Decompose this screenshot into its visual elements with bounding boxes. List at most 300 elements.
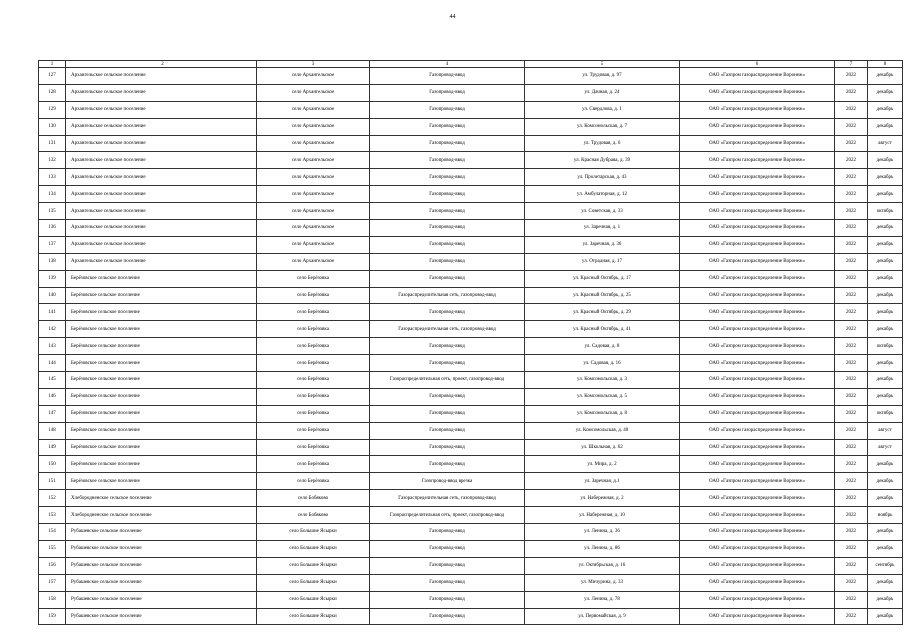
- locality-cell: село Берёзовка: [257, 422, 370, 439]
- table-row: [39, 135, 903, 152]
- object-cell: Газопровод-ввод: [370, 270, 525, 287]
- organization-cell: ОАО «Газпром газораспределение Воронеж»: [680, 338, 835, 355]
- year-cell: 2022: [835, 101, 868, 118]
- row-number-cell: 132: [39, 152, 66, 169]
- table-row: [39, 355, 903, 372]
- table-row: [39, 169, 903, 186]
- address-cell: ул. Ленина, д. 36: [525, 524, 680, 541]
- organization-cell: ОАО «Газпром газораспределение Воронеж»: [680, 321, 835, 338]
- address-cell: ул. Красный Октябрь, д. 25: [525, 287, 680, 304]
- settlement-cell: Архангельское сельское поселение: [66, 169, 257, 186]
- organization-cell: ОАО «Газпром газораспределение Воронеж»: [680, 372, 835, 389]
- address-cell: ул. Советская, д. 33: [525, 203, 680, 220]
- locality-cell: село Большие Ясырки: [257, 540, 370, 557]
- year-cell: 2022: [835, 253, 868, 270]
- row-number-cell: 146: [39, 388, 66, 405]
- month-cell: октябрь: [868, 338, 903, 355]
- object-cell: Газопровод-ввод: [370, 304, 525, 321]
- month-cell: август: [868, 135, 903, 152]
- object-cell: Газопровод-ввод: [370, 557, 525, 574]
- object-cell: Газораспределительная сеть, газопровод-ввод: [370, 321, 525, 338]
- table-row: [39, 118, 903, 135]
- month-cell: декабрь: [868, 84, 903, 101]
- organization-cell: ОАО «Газпром газораспределение Воронеж»: [680, 304, 835, 321]
- settlement-cell: Берёзовское сельское поселение: [66, 372, 257, 389]
- settlement-cell: Архангельское сельское поселение: [66, 220, 257, 237]
- object-cell: Газопровод-ввод: [370, 68, 525, 85]
- row-number-cell: 158: [39, 591, 66, 608]
- settlement-cell: Архангельское сельское поселение: [66, 186, 257, 203]
- object-cell: Газопровод-ввод: [370, 524, 525, 541]
- column-header: 6: [680, 61, 835, 68]
- row-number-cell: 155: [39, 540, 66, 557]
- organization-cell: ОАО «Газпром газораспределение Воронеж»: [680, 473, 835, 490]
- address-cell: ул. Комсомольская, д. 40: [525, 422, 680, 439]
- year-cell: 2022: [835, 490, 868, 507]
- month-cell: декабрь: [868, 456, 903, 473]
- locality-cell: село Архангельское: [257, 186, 370, 203]
- column-header: 3: [257, 61, 370, 68]
- month-cell: декабрь: [868, 169, 903, 186]
- table-header-row: [39, 61, 903, 68]
- address-cell: ул. Дачная, д. 24: [525, 84, 680, 101]
- month-cell: декабрь: [868, 118, 903, 135]
- address-cell: ул. Ленина, д. 78: [525, 591, 680, 608]
- locality-cell: село Архангельское: [257, 236, 370, 253]
- object-cell: Газопровод-ввод: [370, 152, 525, 169]
- address-cell: ул. Школьная, д. 62: [525, 439, 680, 456]
- year-cell: 2022: [835, 321, 868, 338]
- table-row: [39, 439, 903, 456]
- locality-cell: село Берёзовка: [257, 388, 370, 405]
- locality-cell: село Архангельское: [257, 101, 370, 118]
- row-number-cell: 140: [39, 287, 66, 304]
- settlement-cell: Рубашевское сельское поселение: [66, 557, 257, 574]
- month-cell: декабрь: [868, 608, 903, 625]
- row-number-cell: 142: [39, 321, 66, 338]
- locality-cell: село Архангельское: [257, 220, 370, 237]
- month-cell: август: [868, 422, 903, 439]
- year-cell: 2022: [835, 405, 868, 422]
- row-number-cell: 130: [39, 118, 66, 135]
- settlement-cell: Берёзовское сельское поселение: [66, 439, 257, 456]
- locality-cell: село Берёзовка: [257, 321, 370, 338]
- table-row: [39, 557, 903, 574]
- organization-cell: ОАО «Газпром газораспределение Воронеж»: [680, 152, 835, 169]
- organization-cell: ОАО «Газпром газораспределение Воронеж»: [680, 253, 835, 270]
- row-number-cell: 148: [39, 422, 66, 439]
- organization-cell: ОАО «Газпром газораспределение Воронеж»: [680, 101, 835, 118]
- settlement-cell: Рубашевское сельское поселение: [66, 524, 257, 541]
- locality-cell: село Архангельское: [257, 68, 370, 85]
- object-cell: Газопровод-ввод: [370, 186, 525, 203]
- address-cell: ул. Первомайская, д. 9: [525, 608, 680, 625]
- table-row: [39, 422, 903, 439]
- year-cell: 2022: [835, 608, 868, 625]
- year-cell: 2022: [835, 68, 868, 85]
- table-row: [39, 507, 903, 524]
- object-cell: Газопровод-ввод: [370, 574, 525, 591]
- year-cell: 2022: [835, 591, 868, 608]
- year-cell: 2022: [835, 236, 868, 253]
- address-cell: ул. Красный Октябрь, д. 29: [525, 304, 680, 321]
- organization-cell: ОАО «Газпром газораспределение Воронеж»: [680, 608, 835, 625]
- locality-cell: село Берёзовка: [257, 439, 370, 456]
- year-cell: 2022: [835, 507, 868, 524]
- month-cell: декабрь: [868, 388, 903, 405]
- address-cell: ул. Трудовая, д. 6: [525, 135, 680, 152]
- year-cell: 2022: [835, 169, 868, 186]
- address-cell: ул. Комсомольская, д. 7: [525, 118, 680, 135]
- month-cell: декабрь: [868, 152, 903, 169]
- locality-cell: село Большие Ясырки: [257, 574, 370, 591]
- settlement-cell: Берёзовское сельское поселение: [66, 388, 257, 405]
- month-cell: декабрь: [868, 473, 903, 490]
- organization-cell: ОАО «Газпром газораспределение Воронеж»: [680, 135, 835, 152]
- row-number-cell: 144: [39, 355, 66, 372]
- address-cell: ул. Трудовая, д. 97: [525, 68, 680, 85]
- month-cell: декабрь: [868, 253, 903, 270]
- locality-cell: село Берёзовка: [257, 473, 370, 490]
- table-row: [39, 524, 903, 541]
- month-cell: ноябрь: [868, 507, 903, 524]
- settlement-cell: Рубашевское сельское поселение: [66, 540, 257, 557]
- table-row: [39, 236, 903, 253]
- organization-cell: ОАО «Газпром газораспределение Воронеж»: [680, 574, 835, 591]
- address-cell: ул. Садовая, д. 8: [525, 338, 680, 355]
- row-number-cell: 157: [39, 574, 66, 591]
- object-cell: Газопровод-ввод: [370, 135, 525, 152]
- locality-cell: село Архангельское: [257, 203, 370, 220]
- row-number-cell: 156: [39, 557, 66, 574]
- address-cell: ул. Комсомольская, д. 5: [525, 388, 680, 405]
- address-cell: ул. Пролетарская, д. 43: [525, 169, 680, 186]
- organization-cell: ОАО «Газпром газораспределение Воронеж»: [680, 169, 835, 186]
- locality-cell: село Архангельское: [257, 152, 370, 169]
- table-row: [39, 101, 903, 118]
- locality-cell: село Берёзовка: [257, 304, 370, 321]
- table-row: [39, 253, 903, 270]
- locality-cell: село Берёзовка: [257, 372, 370, 389]
- month-cell: декабрь: [868, 68, 903, 85]
- month-cell: декабрь: [868, 490, 903, 507]
- row-number-cell: 150: [39, 456, 66, 473]
- object-cell: Газопровод-ввод: [370, 591, 525, 608]
- year-cell: 2022: [835, 186, 868, 203]
- organization-cell: ОАО «Газпром газораспределение Воронеж»: [680, 490, 835, 507]
- settlement-cell: Берёзовское сельское поселение: [66, 304, 257, 321]
- table-row: [39, 388, 903, 405]
- locality-cell: село Берёзовка: [257, 287, 370, 304]
- object-cell: Газопровод-ввод: [370, 236, 525, 253]
- locality-cell: село Берёзовка: [257, 270, 370, 287]
- month-cell: октябрь: [868, 405, 903, 422]
- month-cell: октябрь: [868, 203, 903, 220]
- month-cell: декабрь: [868, 321, 903, 338]
- month-cell: декабрь: [868, 540, 903, 557]
- table-row: [39, 338, 903, 355]
- month-cell: декабрь: [868, 101, 903, 118]
- settlement-cell: Архангельское сельское поселение: [66, 84, 257, 101]
- table-row: [39, 608, 903, 625]
- locality-cell: село Берёзовка: [257, 338, 370, 355]
- organization-cell: ОАО «Газпром газораспределение Воронеж»: [680, 236, 835, 253]
- organization-cell: ОАО «Газпром газораспределение Воронеж»: [680, 388, 835, 405]
- year-cell: 2022: [835, 439, 868, 456]
- address-cell: ул. Заречная, д. 1: [525, 220, 680, 237]
- locality-cell: село Архангельское: [257, 135, 370, 152]
- row-number-cell: 127: [39, 68, 66, 85]
- settlement-cell: Берёзовское сельское поселение: [66, 338, 257, 355]
- address-cell: ул. Свердлова, д. 1: [525, 101, 680, 118]
- month-cell: август: [868, 439, 903, 456]
- month-cell: декабрь: [868, 372, 903, 389]
- object-cell: Газопровод-ввод: [370, 608, 525, 625]
- month-cell: декабрь: [868, 591, 903, 608]
- settlement-cell: Берёзовское сельское поселение: [66, 270, 257, 287]
- settlement-cell: Архангельское сельское поселение: [66, 68, 257, 85]
- year-cell: 2022: [835, 473, 868, 490]
- locality-cell: село Берёзовка: [257, 405, 370, 422]
- locality-cell: село Большие Ясырки: [257, 591, 370, 608]
- settlement-cell: Хлебородненское сельское поселение: [66, 490, 257, 507]
- organization-cell: ОАО «Газпром газораспределение Воронеж»: [680, 355, 835, 372]
- organization-cell: ОАО «Газпром газораспределение Воронеж»: [680, 422, 835, 439]
- year-cell: 2022: [835, 135, 868, 152]
- year-cell: 2022: [835, 338, 868, 355]
- object-cell: Газопровод-ввод: [370, 422, 525, 439]
- row-number-cell: 129: [39, 101, 66, 118]
- organization-cell: ОАО «Газпром газораспределение Воронеж»: [680, 68, 835, 85]
- year-cell: 2022: [835, 557, 868, 574]
- locality-cell: село Бобяково: [257, 490, 370, 507]
- settlement-cell: Архангельское сельское поселение: [66, 135, 257, 152]
- locality-cell: село Большие Ясырки: [257, 557, 370, 574]
- page-number: 44: [449, 14, 456, 20]
- row-number-cell: 128: [39, 84, 66, 101]
- year-cell: 2022: [835, 118, 868, 135]
- settlement-cell: Берёзовское сельское поселение: [66, 422, 257, 439]
- year-cell: 2022: [835, 203, 868, 220]
- object-cell: Газораспределительная сеть, проект, газопровод-ввод: [370, 372, 525, 389]
- settlement-cell: Рубашевское сельское поселение: [66, 591, 257, 608]
- organization-cell: ОАО «Газпром газораспределение Воронеж»: [680, 270, 835, 287]
- settlement-cell: Архангельское сельское поселение: [66, 152, 257, 169]
- row-number-cell: 149: [39, 439, 66, 456]
- row-number-cell: 137: [39, 236, 66, 253]
- object-cell: Газораспределительная сеть, проект, газопровод-ввод: [370, 507, 525, 524]
- address-cell: ул. Комсомольская, д. 8: [525, 405, 680, 422]
- object-cell: Газопровод-ввод: [370, 203, 525, 220]
- year-cell: 2022: [835, 388, 868, 405]
- row-number-cell: 159: [39, 608, 66, 625]
- settlement-cell: Берёзовское сельское поселение: [66, 321, 257, 338]
- organization-cell: ОАО «Газпром газораспределение Воронеж»: [680, 557, 835, 574]
- locality-cell: село Архангельское: [257, 253, 370, 270]
- row-number-cell: 152: [39, 490, 66, 507]
- month-cell: декабрь: [868, 574, 903, 591]
- table-row: [39, 304, 903, 321]
- gasification-table: [38, 60, 903, 625]
- row-number-cell: 134: [39, 186, 66, 203]
- year-cell: 2022: [835, 540, 868, 557]
- object-cell: Газопровод-ввод: [370, 253, 525, 270]
- settlement-cell: Берёзовское сельское поселение: [66, 405, 257, 422]
- object-cell: Газопровод-ввод: [370, 439, 525, 456]
- month-cell: декабрь: [868, 287, 903, 304]
- month-cell: декабрь: [868, 304, 903, 321]
- organization-cell: ОАО «Газпром газораспределение Воронеж»: [680, 456, 835, 473]
- row-number-cell: 135: [39, 203, 66, 220]
- month-cell: декабрь: [868, 524, 903, 541]
- object-cell: Газораспределительная сеть, газопровод-ввод: [370, 490, 525, 507]
- table-row: [39, 372, 903, 389]
- column-header: 8: [868, 61, 903, 68]
- organization-cell: ОАО «Газпром газораспределение Воронеж»: [680, 84, 835, 101]
- settlement-cell: Архангельское сельское поселение: [66, 253, 257, 270]
- object-cell: Газопровод-ввод: [370, 169, 525, 186]
- organization-cell: ОАО «Газпром газораспределение Воронеж»: [680, 186, 835, 203]
- address-cell: ул. Набережная, д. 2: [525, 490, 680, 507]
- object-cell: Газопровод-ввод: [370, 405, 525, 422]
- object-cell: Газопровод-ввод: [370, 540, 525, 557]
- organization-cell: ОАО «Газпром газораспределение Воронеж»: [680, 118, 835, 135]
- address-cell: ул. Отрадная, д. 17: [525, 253, 680, 270]
- table-row: [39, 540, 903, 557]
- year-cell: 2022: [835, 84, 868, 101]
- settlement-cell: Рубашевское сельское поселение: [66, 574, 257, 591]
- row-number-cell: 136: [39, 220, 66, 237]
- year-cell: 2022: [835, 287, 868, 304]
- object-cell: Газопровод-ввод: [370, 118, 525, 135]
- table-row: [39, 473, 903, 490]
- address-cell: ул. Заречная, д.1: [525, 473, 680, 490]
- row-number-cell: 139: [39, 270, 66, 287]
- locality-cell: село Архангельское: [257, 169, 370, 186]
- address-cell: ул. Красная Дубрава, д. 39: [525, 152, 680, 169]
- locality-cell: село Большие Ясырки: [257, 524, 370, 541]
- row-number-cell: 147: [39, 405, 66, 422]
- row-number-cell: 138: [39, 253, 66, 270]
- year-cell: 2022: [835, 456, 868, 473]
- row-number-cell: 143: [39, 338, 66, 355]
- year-cell: 2022: [835, 270, 868, 287]
- table-row: [39, 591, 903, 608]
- locality-cell: село Большие Ясырки: [257, 608, 370, 625]
- object-cell: Газопровод-ввод: [370, 101, 525, 118]
- settlement-cell: Берёзовское сельское поселение: [66, 355, 257, 372]
- month-cell: декабрь: [868, 355, 903, 372]
- table-row: [39, 220, 903, 237]
- year-cell: 2022: [835, 152, 868, 169]
- year-cell: 2022: [835, 422, 868, 439]
- table-row: [39, 152, 903, 169]
- locality-cell: село Берёзовка: [257, 456, 370, 473]
- address-cell: ул. Мичурина, д. 33: [525, 574, 680, 591]
- address-cell: ул. Ленина, д. 86: [525, 540, 680, 557]
- column-header: 7: [835, 61, 868, 68]
- row-number-cell: 145: [39, 372, 66, 389]
- address-cell: ул. Красный Октябрь, д. 17: [525, 270, 680, 287]
- settlement-cell: Архангельское сельское поселение: [66, 101, 257, 118]
- year-cell: 2022: [835, 304, 868, 321]
- organization-cell: ОАО «Газпром газораспределение Воронеж»: [680, 524, 835, 541]
- address-cell: ул. Амбулаторная, д. 12: [525, 186, 680, 203]
- locality-cell: село Архангельское: [257, 118, 370, 135]
- table-row: [39, 270, 903, 287]
- object-cell: Газопровод-ввод: [370, 220, 525, 237]
- locality-cell: село Бобяково: [257, 507, 370, 524]
- table-row: [39, 321, 903, 338]
- row-number-cell: 151: [39, 473, 66, 490]
- locality-cell: село Архангельское: [257, 84, 370, 101]
- column-header: 4: [370, 61, 525, 68]
- month-cell: декабрь: [868, 270, 903, 287]
- table-row: [39, 84, 903, 101]
- table-row: [39, 287, 903, 304]
- settlement-cell: Берёзовское сельское поселение: [66, 473, 257, 490]
- table-row: [39, 186, 903, 203]
- settlement-cell: Берёзовское сельское поселение: [66, 456, 257, 473]
- row-number-cell: 153: [39, 507, 66, 524]
- year-cell: 2022: [835, 372, 868, 389]
- row-number-cell: 154: [39, 524, 66, 541]
- table-row: [39, 490, 903, 507]
- row-number-cell: 131: [39, 135, 66, 152]
- address-cell: ул. Красный Октябрь, д. 41: [525, 321, 680, 338]
- organization-cell: ОАО «Газпром газораспределение Воронеж»: [680, 287, 835, 304]
- table-row: [39, 456, 903, 473]
- column-header: 2: [66, 61, 257, 68]
- address-cell: ул. Мира, д. 2: [525, 456, 680, 473]
- organization-cell: ОАО «Газпром газораспределение Воронеж»: [680, 439, 835, 456]
- object-cell: Газопровод-ввод: [370, 456, 525, 473]
- organization-cell: ОАО «Газпром газораспределение Воронеж»: [680, 220, 835, 237]
- column-header: 1: [39, 61, 66, 68]
- settlement-cell: Хлебородненское сельское поселение: [66, 507, 257, 524]
- object-cell: Газопровод-ввод: [370, 388, 525, 405]
- year-cell: 2022: [835, 220, 868, 237]
- row-number-cell: 133: [39, 169, 66, 186]
- table-row: [39, 68, 903, 85]
- row-number-cell: 141: [39, 304, 66, 321]
- object-cell: Газопровод-ввод врезка: [370, 473, 525, 490]
- settlement-cell: Архангельское сельское поселение: [66, 118, 257, 135]
- locality-cell: село Берёзовка: [257, 355, 370, 372]
- organization-cell: ОАО «Газпром газораспределение Воронеж»: [680, 507, 835, 524]
- settlement-cell: Рубашевское сельское поселение: [66, 608, 257, 625]
- table-row: [39, 203, 903, 220]
- column-header: 5: [525, 61, 680, 68]
- object-cell: Газопровод-ввод: [370, 355, 525, 372]
- address-cell: ул. Октябрьская, д. 16: [525, 557, 680, 574]
- organization-cell: ОАО «Газпром газораспределение Воронеж»: [680, 591, 835, 608]
- settlement-cell: Берёзовское сельское поселение: [66, 287, 257, 304]
- address-cell: ул. Заречная, д. 36: [525, 236, 680, 253]
- settlement-cell: Архангельское сельское поселение: [66, 236, 257, 253]
- year-cell: 2022: [835, 524, 868, 541]
- month-cell: декабрь: [868, 236, 903, 253]
- settlement-cell: Архангельское сельское поселение: [66, 203, 257, 220]
- address-cell: ул. Садовая, д. 16: [525, 355, 680, 372]
- organization-cell: ОАО «Газпром газораспределение Воронеж»: [680, 405, 835, 422]
- object-cell: Газопровод-ввод: [370, 84, 525, 101]
- object-cell: Газопровод-ввод: [370, 338, 525, 355]
- object-cell: Газораспределительная сеть, газопровод-ввод: [370, 287, 525, 304]
- year-cell: 2022: [835, 355, 868, 372]
- table-row: [39, 405, 903, 422]
- address-cell: ул. Комсомольская, д. 3: [525, 372, 680, 389]
